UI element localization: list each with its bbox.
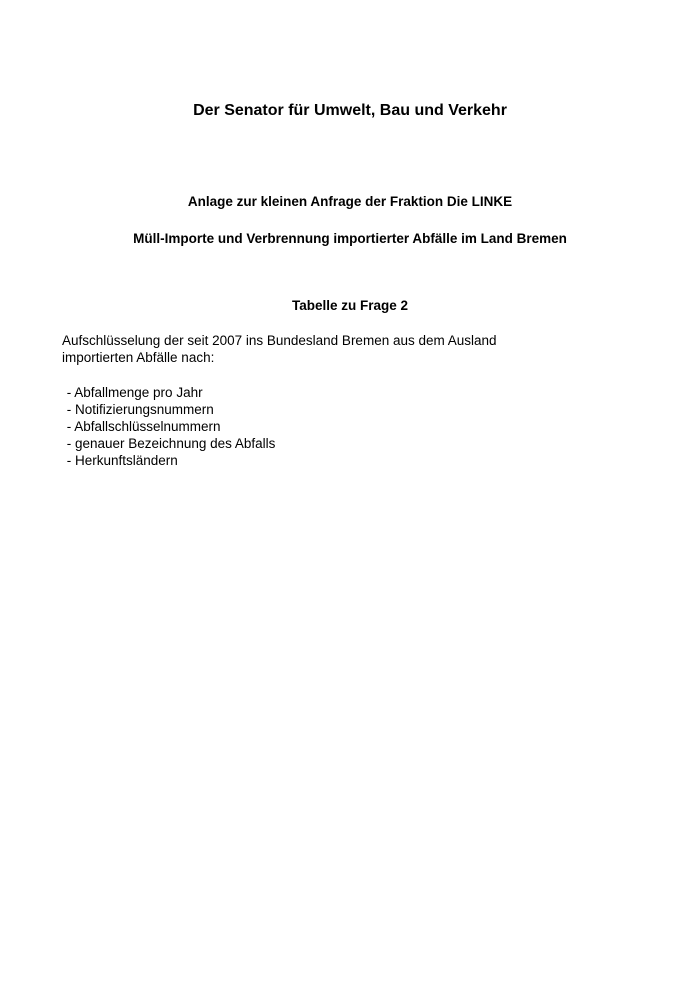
list-item: - Notifizierungsnummern bbox=[63, 402, 214, 417]
subject-title: Müll-Importe und Verbrennung importierter Abfälle im Land Bremen bbox=[133, 231, 567, 246]
criteria-list bbox=[63, 384, 275, 469]
intro-line: importierten Abfälle nach: bbox=[62, 350, 215, 365]
list-item: - Herkunftsländern bbox=[63, 453, 178, 468]
authority-header: Der Senator für Umwelt, Bau und Verkehr bbox=[193, 102, 507, 119]
list-item: - genauer Bezeichnung des Abfalls bbox=[63, 436, 276, 451]
table-title: Tabelle zu Frage 2 bbox=[291, 298, 409, 313]
intro-line: Aufschlüsselung der seit 2007 ins Bundesland Bremen aus dem Ausland bbox=[62, 333, 497, 348]
annex-title: Anlage zur kleinen Anfrage der Fraktion Die LINKE bbox=[187, 194, 513, 209]
intro-paragraph bbox=[62, 332, 622, 366]
list-item: - Abfallschlüsselnummern bbox=[63, 419, 221, 434]
list-item: - Abfallmenge pro Jahr bbox=[63, 385, 203, 400]
